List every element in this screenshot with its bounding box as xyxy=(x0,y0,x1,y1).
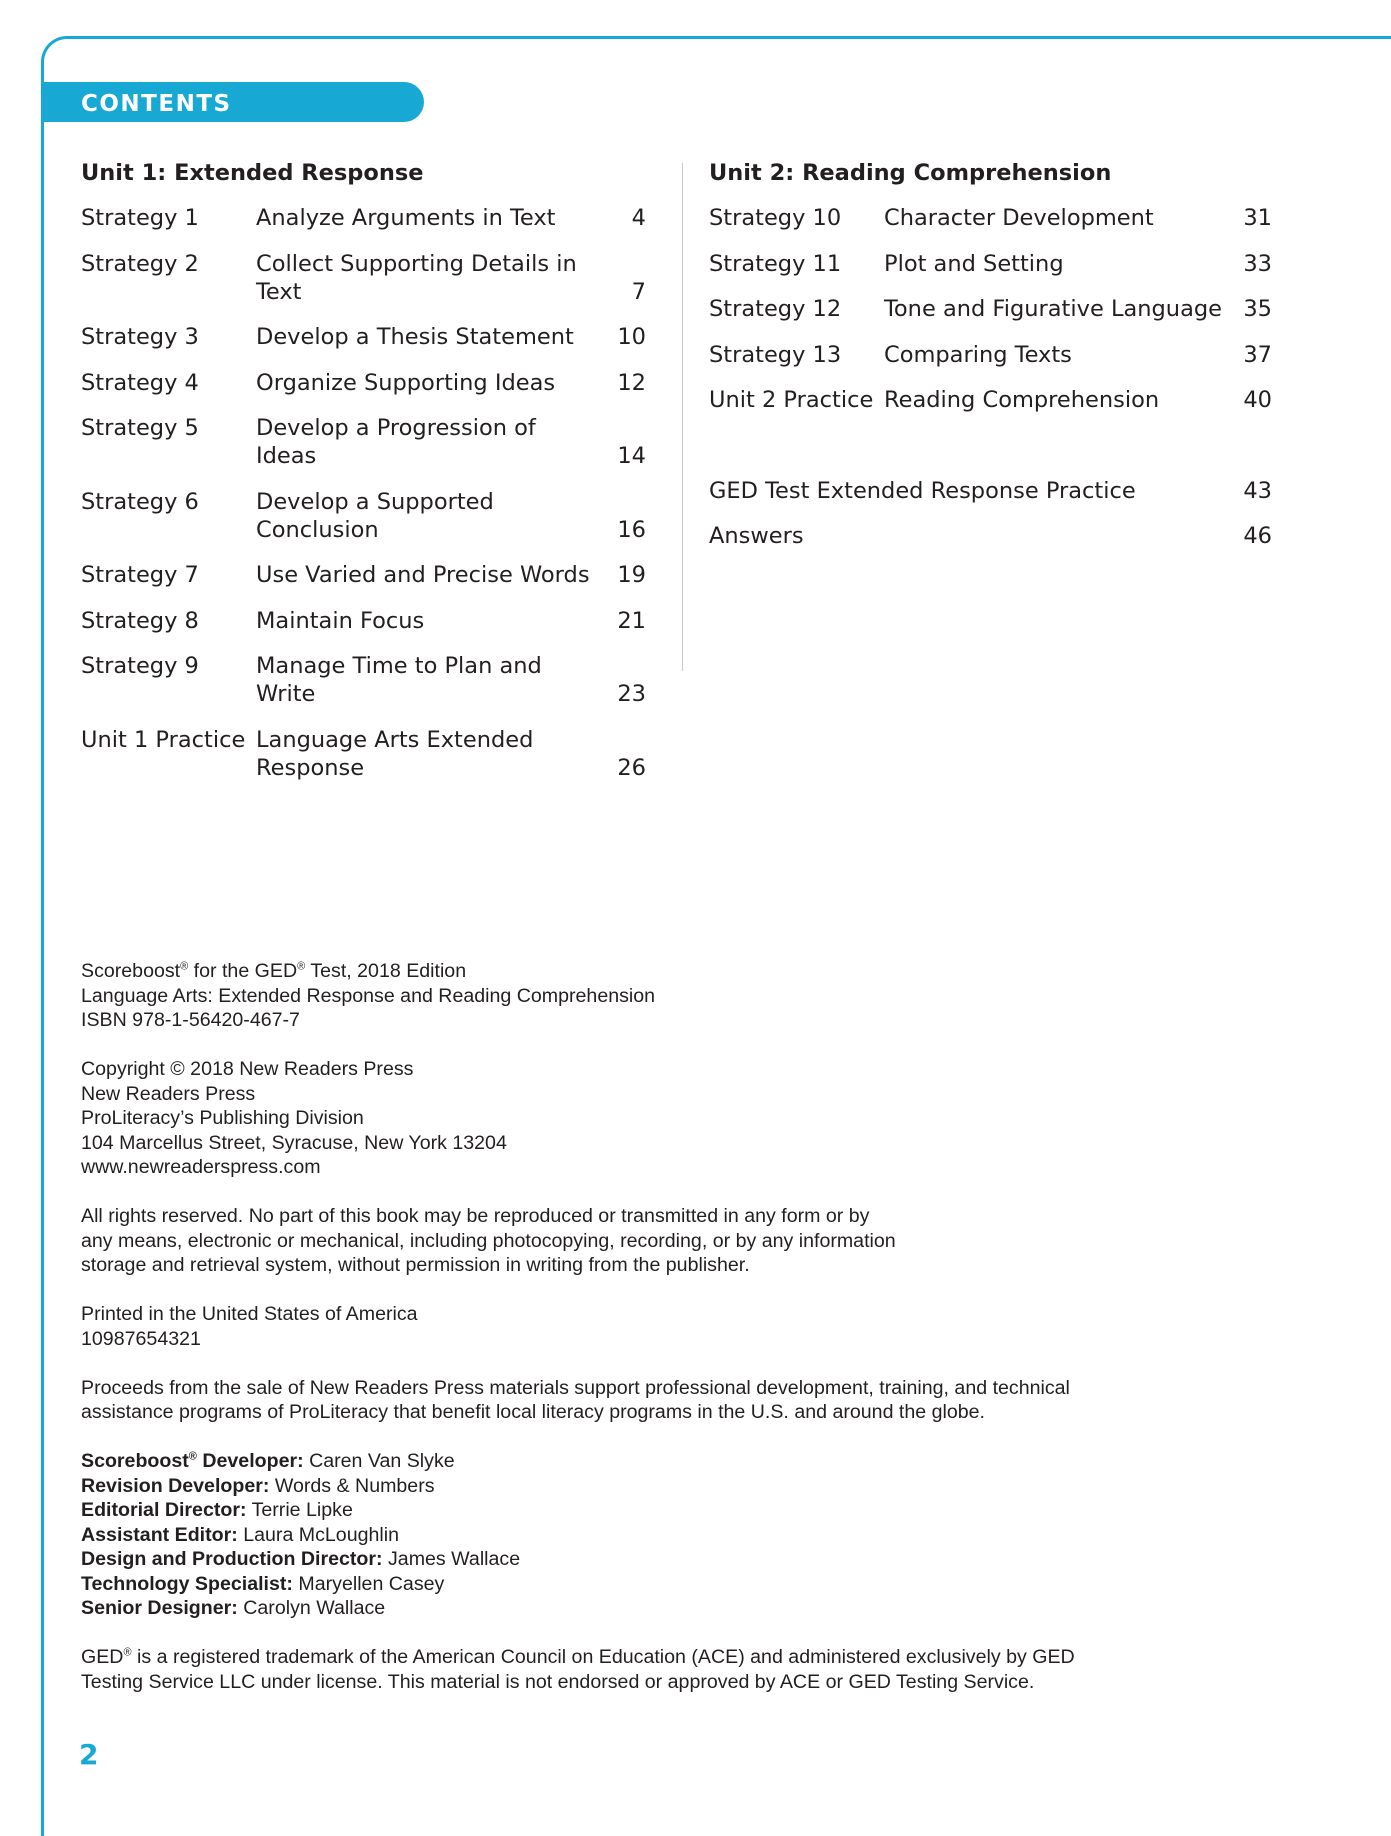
toc-strategy-label: Strategy 4 xyxy=(81,369,199,396)
credit-role-sup: ® xyxy=(188,1450,197,1463)
credit-role xyxy=(81,1475,269,1497)
toc-entry-title: Manage Time to Plan and Write xyxy=(256,653,542,707)
rights-line: any means, electronic or mechanical, including photocopying, recording, or by any information xyxy=(81,1229,896,1252)
toc-row xyxy=(709,204,1272,232)
toc-entry-title: Analyze Arguments in Text xyxy=(256,205,556,231)
proceeds-block xyxy=(81,1376,1331,1425)
toc-page-number: 14 xyxy=(617,443,646,469)
credit-line xyxy=(81,1449,1331,1474)
toc-entry-title: Develop a Progression of Ideas xyxy=(256,415,536,469)
toc-strategy-label: Strategy 7 xyxy=(81,562,199,588)
proceeds-line: Proceeds from the sale of New Readers Press materials support professional development, training, and technical xyxy=(81,1376,1070,1399)
trademark-block xyxy=(81,1645,1331,1694)
toc-page-number: 16 xyxy=(617,516,646,543)
contents-header-tab: CONTENTS xyxy=(44,82,424,122)
credit-role-tail: Developer: xyxy=(196,1450,304,1472)
print-number: 5 xyxy=(146,1327,158,1350)
credit-line xyxy=(81,1572,1331,1597)
copyright-line: www.newreaderspress.com xyxy=(81,1156,321,1178)
credit-role-text: Technology Specialist: xyxy=(81,1572,293,1595)
toc-entry-title: Language Arts Extended Response xyxy=(256,726,534,781)
credit-name: Carolyn Wallace xyxy=(237,1597,386,1619)
toc-row xyxy=(81,414,646,470)
toc-strategy-label: Strategy 2 xyxy=(81,250,199,277)
toc-entry-title: Plot and Setting xyxy=(884,250,1064,277)
credit-line xyxy=(81,1474,1331,1499)
credit-name: Terrie Lipke xyxy=(246,1499,353,1521)
credit-name: Laura McLoughlin xyxy=(237,1523,399,1546)
toc-strategy-label: Strategy 13 xyxy=(709,341,842,368)
isbn: ISBN 978-1-56420-467-7 xyxy=(81,1009,300,1031)
toc-row xyxy=(81,204,646,232)
toc-page-number: 4 xyxy=(631,205,646,231)
credit-name: James Wallace xyxy=(382,1548,521,1570)
unit1-title: Unit 1: Extended Response xyxy=(81,160,424,186)
copyright-line: Copyright © 2018 New Readers Press xyxy=(81,1058,414,1080)
credit-role xyxy=(81,1573,293,1595)
printed-line: Printed in the United States of America xyxy=(81,1303,418,1325)
credit-role-text: Revision Developer: xyxy=(81,1474,270,1497)
copyright-line: New Readers Press xyxy=(81,1082,256,1105)
book-subtitle: Language Arts: Extended Response and Reading Comprehension xyxy=(81,984,656,1007)
credits-block xyxy=(81,1449,1331,1621)
toc-row xyxy=(81,369,646,397)
credit-line xyxy=(81,1523,1331,1548)
toc-strategy-label: Strategy 11 xyxy=(709,250,842,277)
toc-entry-title: Maintain Focus xyxy=(256,607,425,634)
proceeds-line: assistance programs of ProLiteracy that benefit local literacy programs in the U.S. and around the globe. xyxy=(81,1401,985,1423)
printed-block xyxy=(81,1302,1331,1351)
toc-strategy-label: Strategy 3 xyxy=(81,324,199,350)
unit2-list xyxy=(709,204,1272,414)
toc-entry-title: Organize Supporting Ideas xyxy=(256,369,556,396)
toc-page-number: 35 xyxy=(1243,296,1272,322)
credit-name: Words & Numbers xyxy=(269,1474,435,1497)
credit-role-text: Senior Designer: xyxy=(81,1597,238,1619)
toc-page-number: 19 xyxy=(617,562,646,588)
copyright-line: 104 Marcellus Street, Syracuse, New York 13204 xyxy=(81,1131,507,1154)
toc-row xyxy=(81,652,646,708)
credit-name: Caren Van Slyke xyxy=(303,1450,455,1472)
toc-row xyxy=(81,323,646,351)
toc-row xyxy=(709,386,1272,414)
spacer xyxy=(709,432,1272,477)
unit2-title: Unit 2: Reading Comprehension xyxy=(709,160,1112,186)
toc-row xyxy=(709,295,1272,323)
credit-role-text: Design and Production Director: xyxy=(81,1548,383,1570)
credit-role-text: Assistant Editor: xyxy=(81,1523,238,1546)
toc-row xyxy=(81,250,646,306)
credit-line xyxy=(81,1498,1331,1523)
print-number: 8 xyxy=(113,1327,125,1350)
credit-role xyxy=(81,1524,238,1546)
toc-strategy-label: Strategy 12 xyxy=(709,296,842,322)
book-title: Scoreboost® for the GED® Test, 2018 Edition xyxy=(81,960,467,982)
trademark-line-1: GED® is a registered trademark of the American Council on Education (ACE) and administered exclusively by GED xyxy=(81,1646,1075,1668)
toc-page-number: 23 xyxy=(617,681,646,707)
credit-role-text: Scoreboost xyxy=(81,1450,189,1472)
toc-strategy-label: Strategy 1 xyxy=(81,205,199,231)
toc-entry-title: Reading Comprehension xyxy=(884,387,1160,413)
toc-row xyxy=(81,607,646,635)
toc-page-number: 21 xyxy=(617,607,646,634)
credit-line xyxy=(81,1596,1331,1621)
toc-page-number: 12 xyxy=(617,369,646,396)
toc-page-number: 31 xyxy=(1243,205,1272,231)
toc-strategy-label: Strategy 10 xyxy=(709,205,842,231)
credit-role xyxy=(81,1597,238,1619)
toc-row xyxy=(81,561,646,589)
toc-entry-title: Use Varied and Precise Words xyxy=(256,562,590,588)
print-number: 4 xyxy=(157,1327,169,1350)
rights-block xyxy=(81,1204,1331,1278)
print-number: 10 xyxy=(81,1327,103,1350)
print-number: 3 xyxy=(168,1327,180,1350)
copyright-line: ProLiteracy’s Publishing Division xyxy=(81,1107,364,1129)
toc-page-number: 7 xyxy=(631,278,646,305)
print-number: 1 xyxy=(190,1327,201,1350)
toc-strategy-label: Strategy 6 xyxy=(81,488,199,515)
print-number: 7 xyxy=(124,1327,136,1350)
extras-list xyxy=(709,477,1272,551)
toc-row xyxy=(709,477,1272,505)
toc-page-number: 37 xyxy=(1243,341,1272,368)
print-number: 2 xyxy=(179,1327,191,1350)
column-divider xyxy=(682,163,683,671)
credit-role-text: Editorial Director: xyxy=(81,1499,247,1521)
toc-row xyxy=(709,522,1272,550)
toc-unit2-column xyxy=(709,159,1272,568)
toc-page-number: 46 xyxy=(1243,523,1272,549)
toc-entry-title: Develop a Thesis Statement xyxy=(256,324,574,350)
unit1-list xyxy=(81,204,646,782)
credit-name: Maryellen Casey xyxy=(292,1572,445,1595)
print-number: 9 xyxy=(102,1327,114,1350)
toc-strategy-label: Strategy 5 xyxy=(81,415,199,441)
copyright-block xyxy=(81,1057,1331,1180)
toc-page-number: 26 xyxy=(617,754,646,781)
trademark-line-2: Testing Service LLC under license. This material is not endorsed or approved by ACE or GED Testing Service. xyxy=(81,1670,1035,1693)
imprint-section xyxy=(81,959,1331,1719)
print-numbers xyxy=(81,1327,1331,1352)
toc-row xyxy=(709,250,1272,278)
toc-entry-title: Tone and Figurative Language xyxy=(884,296,1222,322)
toc-row xyxy=(81,488,646,544)
toc-strategy-label: Unit 1 Practice xyxy=(81,726,246,753)
toc-page-number: 40 xyxy=(1243,387,1272,413)
toc-entry-title: Comparing Texts xyxy=(884,341,1072,368)
toc-page-number: 33 xyxy=(1243,250,1272,277)
toc-strategy-label: Strategy 9 xyxy=(81,653,199,679)
toc-row xyxy=(709,341,1272,369)
toc-row xyxy=(81,726,646,782)
toc-strategy-label: Unit 2 Practice xyxy=(709,387,874,413)
rights-line: All rights reserved. No part of this book may be reproduced or transmitted in any form or by xyxy=(81,1205,870,1227)
print-number: 6 xyxy=(135,1327,147,1350)
toc-entry-title: Answers xyxy=(709,523,804,549)
rights-line: storage and retrieval system, without permission in writing from the publisher. xyxy=(81,1254,750,1276)
toc-strategy-label: Strategy 8 xyxy=(81,607,199,634)
credit-role xyxy=(81,1450,304,1472)
toc-entry-title: Collect Supporting Details in Text xyxy=(256,250,577,305)
toc-page-number: 43 xyxy=(1243,477,1272,504)
toc-unit1-column xyxy=(81,159,646,799)
page-number: 2 xyxy=(79,1738,99,1771)
toc-page-number: 10 xyxy=(617,324,646,350)
toc-entry-title: GED Test Extended Response Practice xyxy=(709,477,1136,504)
credit-line xyxy=(81,1547,1331,1572)
toc-entry-title: Character Development xyxy=(884,205,1154,231)
book-info xyxy=(81,959,1331,1033)
credit-role xyxy=(81,1548,383,1570)
credit-role xyxy=(81,1499,247,1521)
toc-entry-title: Develop a Supported Conclusion xyxy=(256,488,494,543)
